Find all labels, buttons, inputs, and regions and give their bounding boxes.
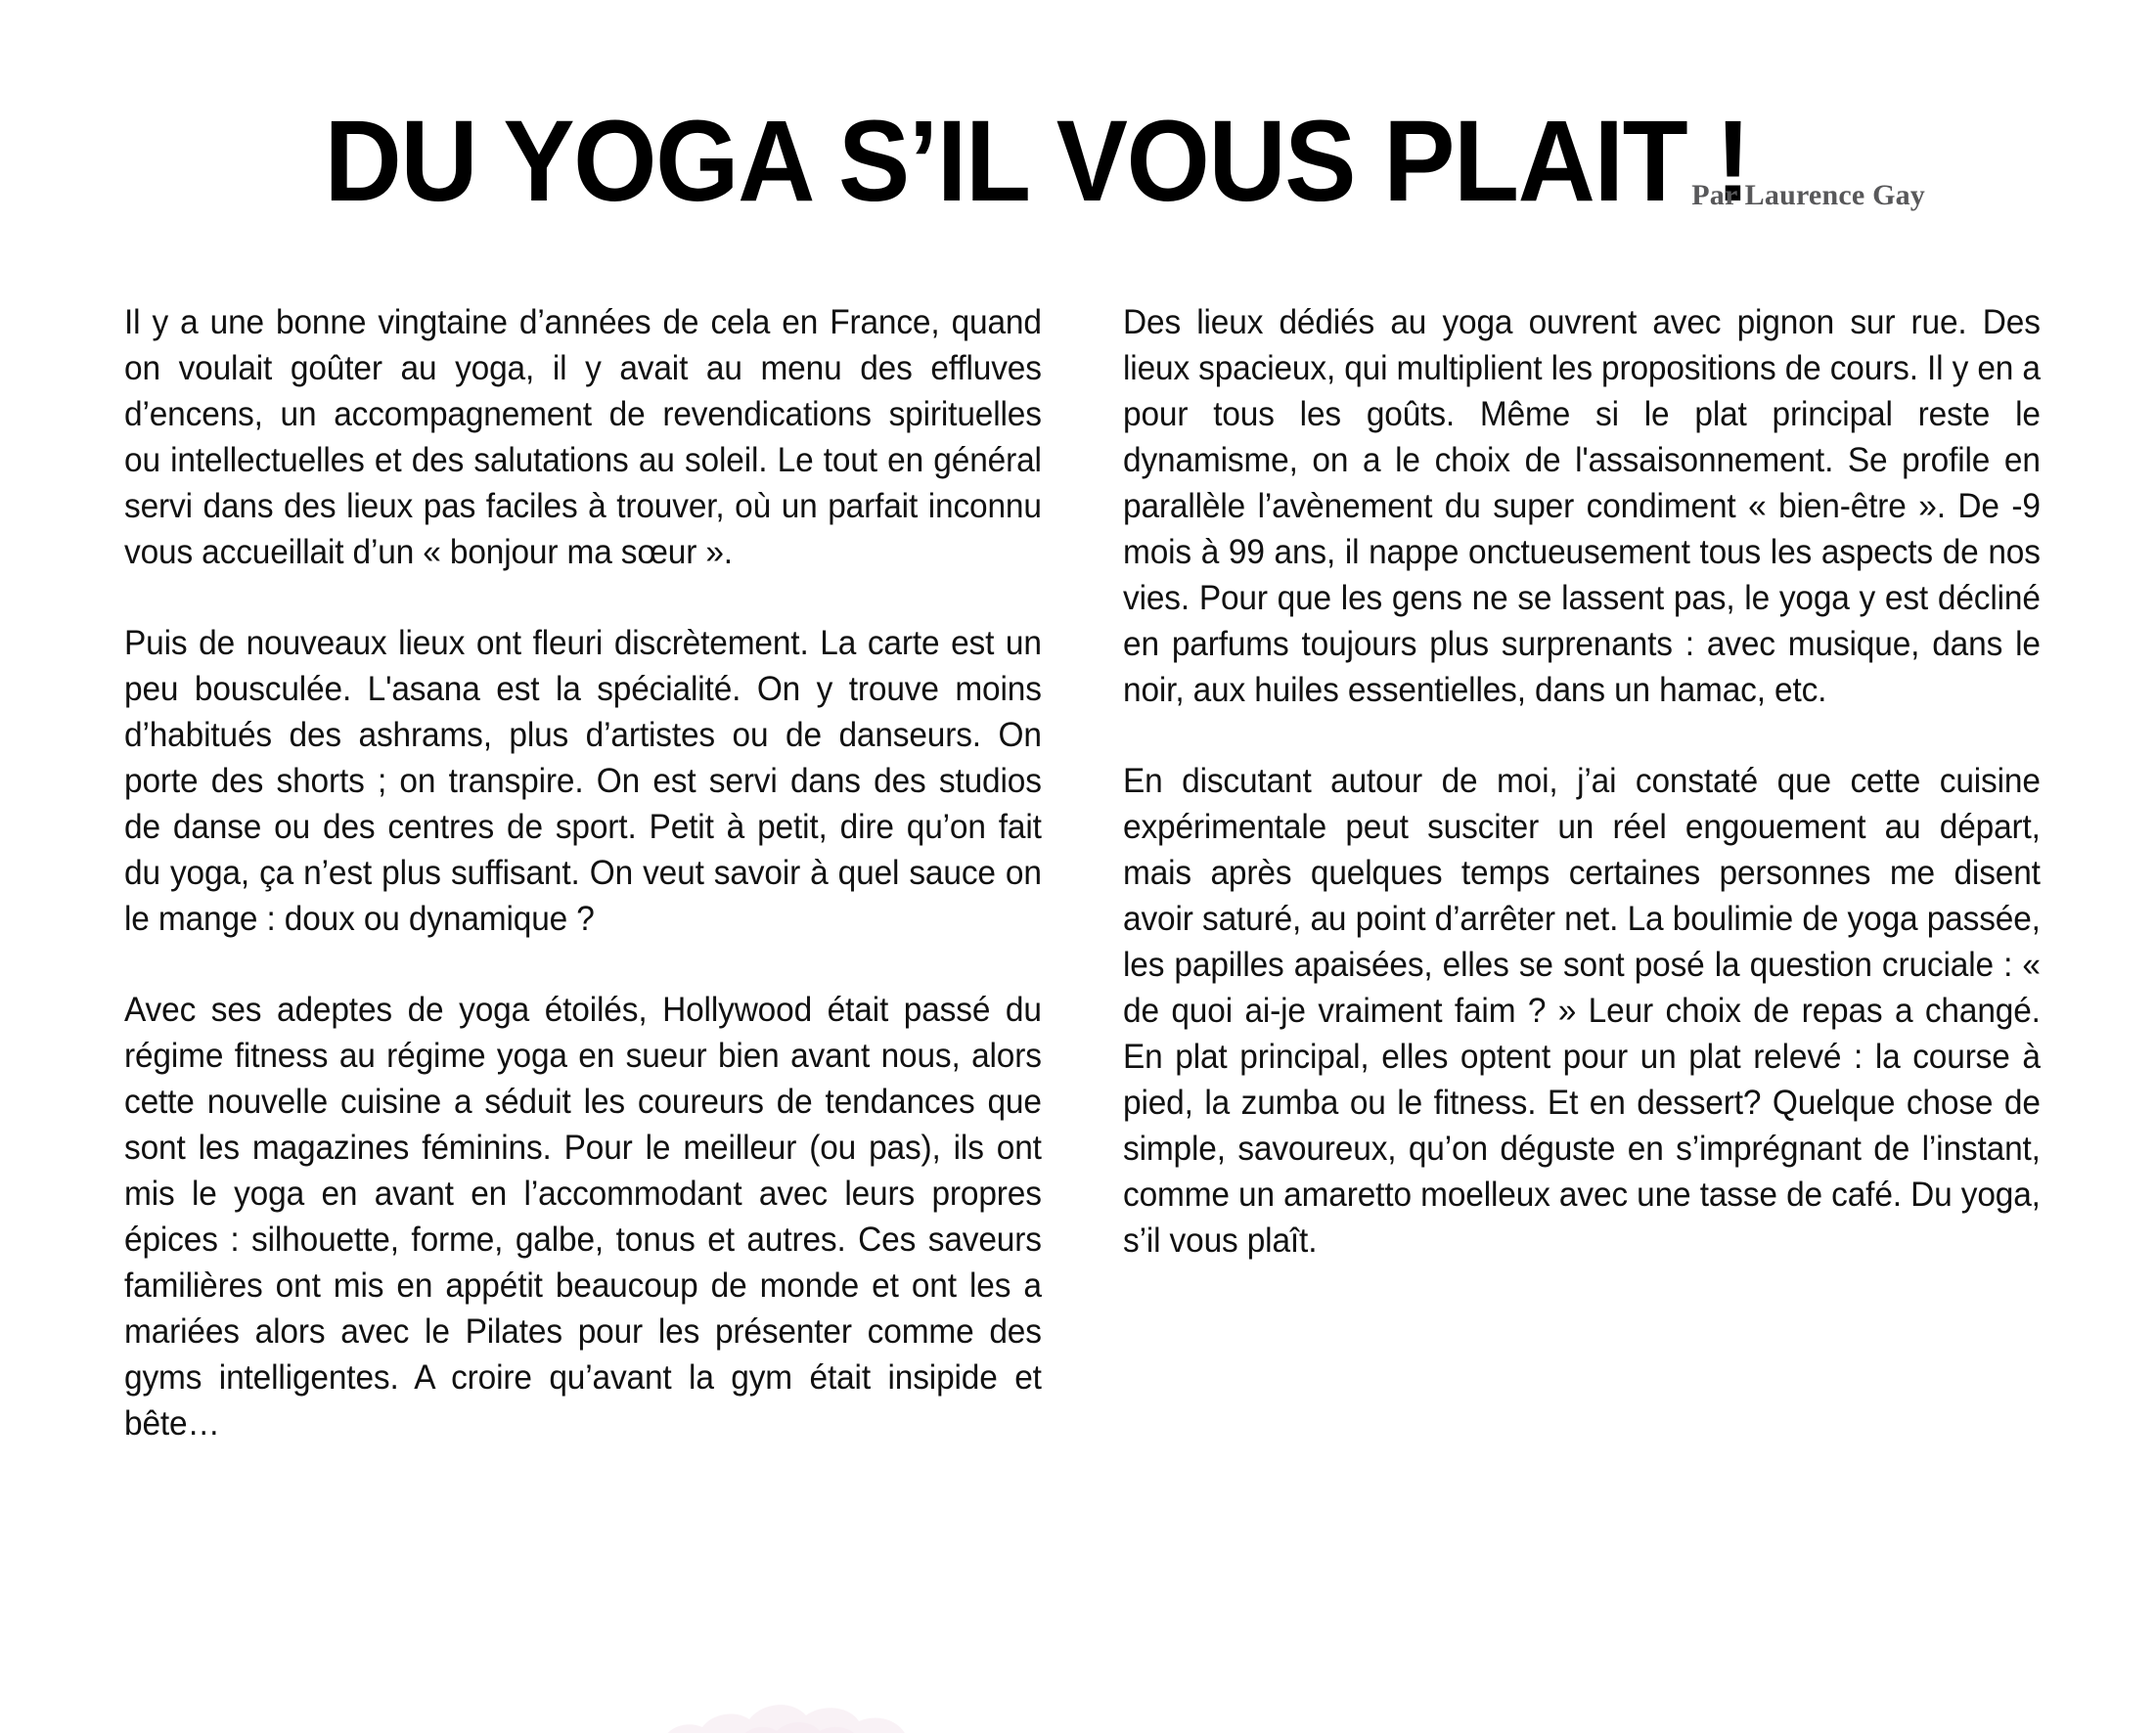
paragraph: Puis de nouveaux lieux ont fleuri discrètement. La carte est un peu bousculée. L'asana est la spécialité. On y trouve moins d’habitués des ashrams, plus d’artistes ou de danseurs. On porte des shorts ; on transpire. On est servi dans des studios de danse ou des centres de sport. Petit à petit, dire qu’on fait du yoga, ça n’est plus suffisant. On veut savoir à quel sauce on le mange : doux ou dynamique ? <box>124 624 1042 938</box>
article-masthead <box>0 0 2156 225</box>
column-left <box>124 299 1042 1446</box>
article-body <box>124 299 2041 1668</box>
column-right <box>1123 299 2041 1264</box>
paragraph: En discutant autour de moi, j’ai constaté que cette cuisine expérimentale peut susciter un réel engouement au départ, mais après quelques temps certaines personnes me disent avoir saturé, au point d’arrêter net. La boulimie de yoga passée, les papilles apaisées, elles se sont posé la question cruciale : « de quoi ai-je vraiment faim ? » Leur choix de repas a changé. En plat principal, elles optent pour un plat relevé : la course à pied, la zumba ou le fitness. Et en dessert? Quelque chose de simple, savoureux, qu’on déguste en s’imprégnant de l’instant, comme un amaretto moelleux avec une tasse de café. Du yoga, s’il vous plaît. <box>1123 762 2041 1260</box>
page-title: DU YOGA S’IL VOUS PLAIT ! <box>324 97 1750 227</box>
paragraph: Avec ses adeptes de yoga étoilés, Hollywood était passé du régime fitness au régime yoga en sueur bien avant nous, alors cette nouvelle cuisine a séduit les coureurs de tendances que sont les magazines féminins. Pour le meilleur (ou pas), ils ont mis le yoga en avant en l’accommodant avec leurs propres épices : silhouette, forme, galbe, tonus et autres. Ces saveurs familières ont mis en appétit beaucoup de monde et ont les a mariées alors avec le Pilates pour les présenter comme des gyms intelligentes. A croire qu’avant la gym était insipide et bête… <box>124 991 1042 1443</box>
paragraph: Des lieux dédiés au yoga ouvrent avec pignon sur rue. Des lieux spacieux, qui multiplient les propositions de cours. Il y en a pour tous les goûts. Même si le plat principal reste le dynamisme, on a le choix de l'assaisonnement. Se profile en parallèle l’avènement du super condiment « bien-être ». De -9 mois à 99 ans, il nappe onctueusement tous les aspects de nos vies. Pour que les gens ne se lassent pas, le yoga y est décliné en parfums toujours plus surprenants : avec musique, dans le noir, aux huiles essentielles, dans un hamac, etc. <box>1123 303 2041 709</box>
paragraph: Il y a une bonne vingtaine d’années de cela en France, quand on voulait goûter au yoga, il y avait au menu des effluves d’encens, un accompagnement de revendications spirituelles ou intellectuelles et des salutations au soleil. Le tout en général servi dans des lieux pas faciles à trouver, où un parfait inconnu vous accueillait d’un « bonjour ma sœur ». <box>124 303 1042 571</box>
article-byline: Par Laurence Gay <box>1691 179 1925 211</box>
